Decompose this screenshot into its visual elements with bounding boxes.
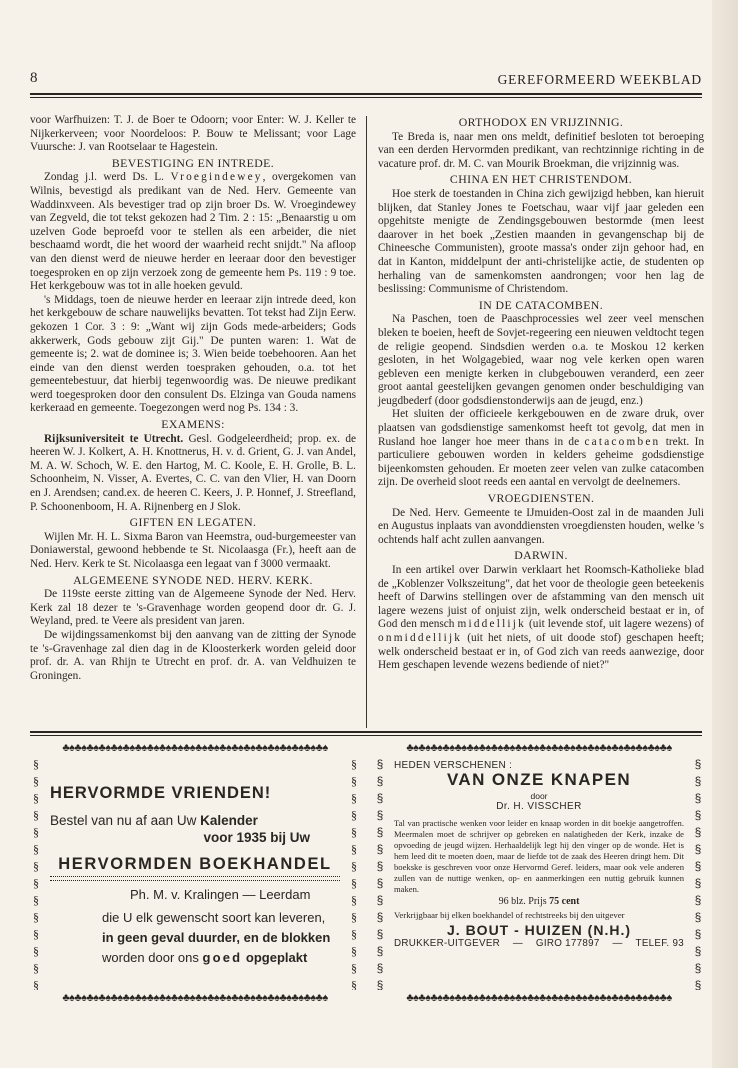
ornament-side-icon: § § § § § § § § § § § § § § [376, 757, 384, 990]
advertisement-van-onze-knapen [374, 742, 704, 1004]
paragraph: Te Breda is, naar men ons meldt, definitief besloten tot beroeping van een derden Hervormden predikant, van rechtzinnige richting in de vacature prof. dr. M. C. van Mourik Broekman, die vrijzinnig was. [378, 130, 704, 170]
section-heading: GIFTEN EN LEGATEN. [129, 515, 257, 530]
ornament-border-icon: ♣♠♣♠♣♠♣♠♣♠♣♠♣♠♣♠♣♠♣♠♣♠♣♠♣♠♣♠♣♠♣♠♣♠♣♠♣♠♣♠♣♠♣♠ [62, 742, 328, 754]
ad-author: Dr. H. VISSCHER [496, 801, 582, 812]
ad-shop-name: HERVORMDEN BOEKHANDEL [58, 855, 332, 873]
section-heading: CHINA EN HET CHRISTENDOM. [449, 172, 633, 187]
paragraph: Rijksuniversiteit te Utrecht. Gesl. Godgeleerdheid; prop. ex. de heeren W. J. Kolkert, A. H. Knottnerus, H. v. d. Grient, G. J. van Andel, M. A. W. Schoch, W. E. den Hartog, M. C. Koole, E. H. Grolle, B. L. Schoonheim, N. Visser, A. Evertes, C. C. van den Vlier, H. van Doorn en J. Arendsen; cand.ex. de heeren C. Keers, J. P. Honnef, J. Streefland, P. Schoonenboom, H. A. Rijnenberg en J Slok. [30, 432, 356, 513]
ornament-border-icon: ♣♠♣♠♣♠♣♠♣♠♣♠♣♠♣♠♣♠♣♠♣♠♣♠♣♠♣♠♣♠♣♠♣♠♣♠♣♠♣♠♣♠♣♠ [406, 992, 672, 1004]
section-heading: ORTHODOX EN VRIJZINNIG. [458, 115, 624, 129]
paragraph: Het sluiten der officieele kerkgebouwen en de zware druk, over plaatsen van godsdienstige samenkomst heeft tot gevolg, dat men in Rusland hoe langer hoe meer thans in de catacomben trekt. In particuliere gebouwen worden in kelders geheime godsdienstige bijeenkomsten gehouden. Er moeten zeer velen van zulke catacomben zijn. De overheid sloot reeds een aantal en vervolgt de deelnemers. [378, 408, 704, 489]
paragraph: 's Middags, toen de nieuwe herder en leeraar zijn intrede deed, kon het kerkgebouw de schare nauwelijks bevatten. Tot tekst had Zijn Eerw. gekozen 1 Cor. 3 : 9: „Want wij zijn Gods mede-arbeiders; Gods akkerwerk, Gods gebouw zijt Gij." De punten waren: 1. Wat de gemeente is; 2. wat de dominee is; 3. Wien beide toebehooren. Aan het einde van den dienst werden toespraken gehouden, o.a. tot het gemeentebestuur, dat hierbij tegenwoordig was. De nieuwe predikant werd toegesproken door den consulent Ds. Elzinga van Gouda namens kerkeraad en gemeente. Toegezongen werd nog Ps. 134 : 3. [30, 293, 356, 415]
header-rule [30, 93, 702, 95]
ad-publisher: J. BOUT - HUIZEN (N.H.) [447, 922, 631, 938]
ad-body: die U elk gewenscht soort kan leveren, in geen geval duurder, en de blokken worden door ons goed opgeplakt [102, 910, 331, 965]
ornament-side-icon: § § § § § § § § § § § § § § [33, 757, 39, 990]
ad-line: Bestel van nu af aan Uw Kalender [50, 813, 258, 828]
paragraph: voor Warfhuizen: T. J. de Boer te Odoorn; voor Enter: W. J. Keller te Nijkerkerveen; voor Noordeloos: P. Bouw te Melissant; voor Lage Vuursche: J. van Rootselaar te Hagestein. [30, 114, 356, 154]
paragraph: In een artikel over Darwin verklaart het Roomsch-Katholieke blad de „Koblenzer Volkszeitung", dat het voor de theologie geen beteekenis heeft of Darwins stellingen over de afstamming van den mensch uit lagere wezens juist of onjuist zijn, welk onderscheid bestaat er in, of God den mensch middellijk (uit levende stof, uit lagere wezens) of onmiddellijk (uit het niets, of uit doode stof) geschapen heeft; welk onderscheid bestaat er in, of God zich van reeds aanwezige, door Hem geschapen levende wezens bediende of niet?" [378, 564, 704, 672]
section-heading: EXAMENS: [161, 417, 225, 432]
paragraph: De Ned. Herv. Gemeente te IJmuiden-Oost zal in de maanden Juli en Augustus inplaats van avonddiensten vroegdiensten houden, welke 's ochtends half acht zullen aanvangen. [378, 506, 704, 546]
ad-separator-rule-thin [30, 735, 702, 736]
paragraph: Wijlen Mr. H. L. Sixma Baron van Heemstra, oud-burgemeester van Doniawerstal, gewoond hebbende te St. Nicolaasga (Fr.), heeft aan de Ned. Herv. Kerk te St. Nicolaasga een legaat van f 3000 vermaakt. [30, 530, 356, 570]
publication-title: GEREFORMEERD WEEKBLAD [497, 72, 702, 87]
ornament-side-icon: § § § § § § § § § § § § § § [694, 757, 702, 990]
header-rule-thin [30, 97, 702, 98]
ad-title: HERVORMDE VRIENDEN! [50, 784, 272, 802]
ad-line: voor 1935 bij Uw [203, 830, 310, 845]
ornament-border-icon: ♣♠♣♠♣♠♣♠♣♠♣♠♣♠♣♠♣♠♣♠♣♠♣♠♣♠♣♠♣♠♣♠♣♠♣♠♣♠♣♠♣♠♣♠ [406, 742, 672, 754]
paragraph: Na Paschen, toen de Paaschprocessies wel zeer veel menschen bleken te boeien, heeft de Sovjet-regeering een nieuwen veldtocht tegen de religie geopend. Sindsdien werden o.a. te Moskou 12 kerken gesloten, in het Wolgagebied, waar nog vele kerken open waren gebleven een menigte kerken in clubgebouwen veranderd, een zeer groot aantal geestelijken gevangen genomen onder beschuldiging van jeugdbederf (door godsdienstonderwijs aan de jeugd, enz.) [378, 313, 704, 407]
section-heading: IN DE CATACOMBEN. [478, 297, 604, 312]
section-heading: BEVESTIGING EN INTREDE. [111, 155, 275, 170]
section-heading: VROEGDIENSTEN. [487, 491, 595, 506]
left-column [30, 114, 356, 683]
section-heading: ALGEMEENE SYNODE NED. HERV. KERK. [73, 572, 313, 587]
page-number: 8 [30, 70, 38, 86]
ad-price: 96 blz. Prijs 75 cent [498, 896, 580, 907]
ad-byline: door [530, 791, 548, 801]
ad-contact: DRUKKER-UITGEVER — GIRO 177897 — TELEF. 93 [394, 938, 684, 949]
ad-separator-rule [30, 731, 702, 733]
page-edge [712, 0, 738, 1068]
right-column [378, 114, 704, 673]
dotted-rule [50, 876, 340, 881]
paragraph: De wijdingssamenkomst bij den aanvang van de zitting der Synode te 's-Gravenhage zal dien dag in de Kloosterkerk worden geleid door prof. dr. A. van Rhijn te Utrecht en prof. dr. A. van Veldhuizen te Groningen. [30, 628, 356, 682]
section-heading: DARWIN. [514, 548, 568, 563]
ad-title: VAN ONZE KNAPEN [446, 770, 632, 789]
paragraph: Zondag j.l. werd Ds. L. Vroegindewey, overgekomen van Wilnis, bevestigd als predikant van de Ned. Herv. Gemeente van Waddinxveen. Als bevestiger trad op zijn broer Ds. W. Vroegindewey van Zegveld, die tot tekst gekozen had 2 Tim. 2 : 15: „Benaarstig u om uzelven Gode beproefd voor te stellen als een arbeider, die niet beschaamd wordt, die het woord der waarheid recht snijdt." Na afloop van den dienst werd de nieuwe herder en leeraar door den bevestiger toegesproken en op zijn verzoek zong de gemeente hem Ps. 119 : 9 toe. Het kerkgebouw was tot in alle hoeken gevuld. [30, 171, 357, 293]
ornament-border-icon: ♣♠♣♠♣♠♣♠♣♠♣♠♣♠♣♠♣♠♣♠♣♠♣♠♣♠♣♠♣♠♣♠♣♠♣♠♣♠♣♠♣♠♣♠ [62, 992, 328, 1004]
page-header [30, 70, 702, 92]
ad-proprietor: Ph. M. v. Kralingen — Leerdam [130, 887, 311, 902]
paragraph: De 119ste eerste zitting van de Algemeene Synode der Ned. Herv. Kerk zal 18 dezer te 's-Gravenhage worden geopend door dr. G. J. Weyland, pred. te Veere als president van jaren. [30, 588, 356, 628]
ornament-side-icon: § § § § § § § § § § § § § § [351, 757, 357, 990]
ad-body: Tal van practische wenken voor leider en knaap worden in dit boekje aangetroffen. Meermalen moet de schrijver op gebreken en nalatigheden der Kerk, inzake de opvoeding de jeugd wijzen. Herhaaldelijk legt hij den vinger op de wonde. Het is hem leed dit te moeten doen, maar de liefde tot de zaak des Heeren dringt hem. Dit boekske is geschreven voor onze Hervormd Geref. leiders, maar ook vele anderen zullen van de nuttige wenken, op- en aanmerkingen een nuttig gebruik kunnen maken. [394, 818, 684, 894]
advertisement-hervormde-vrienden [30, 742, 360, 1004]
ad-kicker: HEDEN VERSCHENEN : [394, 760, 513, 771]
paragraph: Hoe sterk de toestanden in China zich gewijzigd hebben, kan hieruit blijken, dat Stanley Jones te Foetschau, waar vijf jaar geleden een opgehitste menigte de Zendingsgebouwen bestormde (men leest daarover in het boek „Zestien maanden in gevangenschap bij de Chineesche Communisten), groote massa's onder zijn gehoor had, en dat in Kanton, middelpunt der anti-christelijke actie, de studenten op herhaling van de samenkomsten aandrongen; voor hen lag de beslissing: Communisme of Christendom. [378, 187, 704, 296]
column-divider [366, 116, 367, 728]
ad-availability: Verkrijgbaar bij elken boekhandel of rechtstreeks bij den uitgever [394, 910, 625, 920]
